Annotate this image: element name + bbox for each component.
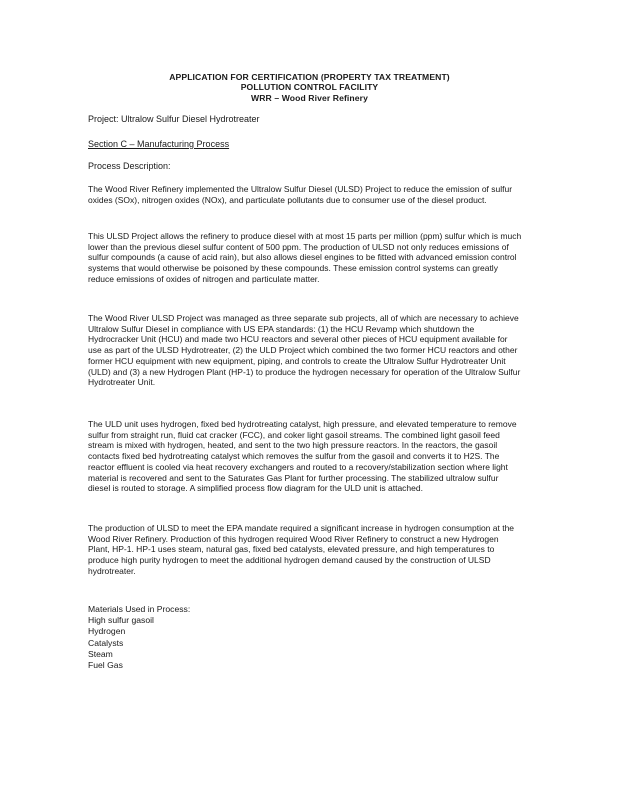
header-title: APPLICATION FOR CERTIFICATION (PROPERTY TAX TREATMENT) bbox=[169, 72, 450, 82]
paragraph-ulsd-benefits: This ULSD Project allows the refinery to produce diesel with at most 15 parts per million (ppm) sulfur which is much lower than the previous diesel sulfur content of 500 ppm. The production of ULSD not only reduces emissions of sulfur compounds (a cause of acid rain), but also allows diesel engines to be fitted with advanced emission control systems that would otherwise be poisoned by these compounds. These emission control systems can greatly reduce emissions of oxides of nitrogen and particulate matter. bbox=[88, 231, 522, 284]
list-item: Hydrogen bbox=[88, 626, 126, 637]
paragraph-hydrogen-plant: The production of ULSD to meet the EPA mandate required a significant increase in hydrogen consumption at the Wood River Refinery. Production of this hydrogen required Wood River Refinery to construct a new Hydrogen Plant, HP-1. HP-1 uses steam, natural gas, fixed bed catalysts, elevated pressure, and high temperatures to produce high purity hydrogen to meet the additional hydrogen demand caused by the construction of ULSD hydrotreater. bbox=[88, 523, 515, 576]
header-subtitle: POLLUTION CONTROL FACILITY bbox=[240, 82, 379, 93]
process-description-label: Process Description: bbox=[88, 161, 171, 171]
materials-label: Materials Used in Process: bbox=[88, 604, 191, 614]
paragraph-intro: The Wood River Refinery implemented the Ultralow Sulfur Diesel (ULSD) Project to reduce the emission of sulfur oxides (SOx), nitrogen oxides (NOx), and particulate pollutants due to consumer use of the diesel product. bbox=[88, 184, 513, 205]
list-item: High sulfur gasoil bbox=[88, 615, 154, 626]
paragraph-sub-projects: The Wood River ULSD Project was managed as three separate sub projects, all of which are necessary to achieve Ultralow Sulfur Diesel in compliance with US EPA standards: (1) the HCU Revamp which shutdown the Hydrocracker Unit (HCU) and made two HCU reactors and several other pieces of HCU equipment available for use as part of the ULSD Hydrotreater, (2) the ULD Project which combined the two former HCU reactors and other former HCU equipment with new equipment, piping, and controls to create the Ultralow Sulfur Hydrotreater Unit (ULD) and (3) a new Hydrogen Plant (HP-1) to produce the hydrogen necessary for operation of the Ultralow Sulfur Hydrotreater Unit. bbox=[88, 313, 521, 388]
paragraph-uld-unit: The ULD unit uses hydrogen, fixed bed hydrotreating catalyst, high pressure, and elevated temperature to remove sulfur from straight run, fluid cat cracker (FCC), and coker light gasoil streams. The combined light gasoil feed stream is mixed with hydrogen, heated, and sent to the two high pressure reactors. In the reactors, the gasoil contacts fixed bed hydrotreating catalyst which removes the sulfur from the gasoil and converts it to H2S. The reactor effluent is cooled via heat recovery exchangers and routed to a recovery/stabilization section where light material is recovered and sent to the Saturates Gas Plant for further processing. The stabilized ultralow sulfur diesel is routed to storage. A simplified process flow diagram for the ULD unit is attached. bbox=[88, 419, 517, 494]
list-item: Catalysts bbox=[88, 637, 124, 648]
section-heading: Section C – Manufacturing Process bbox=[88, 139, 230, 149]
materials-list bbox=[88, 615, 190, 671]
list-item: Steam bbox=[88, 648, 113, 659]
document-header bbox=[0, 72, 619, 103]
list-item: Fuel Gas bbox=[88, 660, 123, 671]
materials-section bbox=[88, 604, 190, 671]
header-refinery: WRR – Wood River Refinery bbox=[251, 92, 368, 103]
project-title: Project: Ultralow Sulfur Diesel Hydrotreater bbox=[88, 114, 260, 124]
